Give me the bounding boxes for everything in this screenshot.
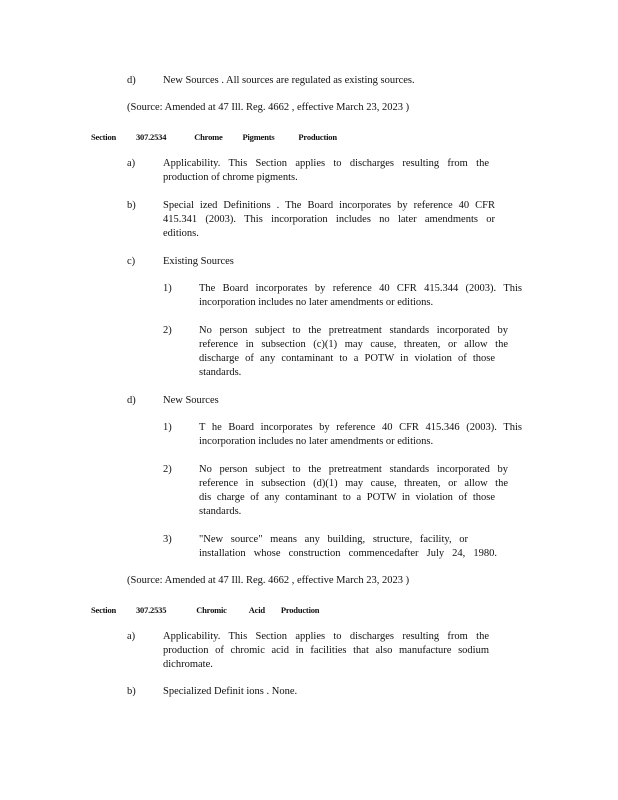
subitem-label-d1: 1) [163, 422, 172, 433]
subitem-label-d3: 3) [163, 534, 172, 545]
text-line: "New source" means any building, structure, facility, or [199, 534, 468, 545]
item-text-b-2535: Specialized Definit ions . None. [163, 686, 298, 697]
subitem-text-c1 [199, 282, 522, 310]
subitem-label-c1: 1) [163, 283, 172, 294]
section-heading-2534 [91, 130, 337, 144]
item-text-b [163, 199, 495, 241]
text-line: editions. [163, 228, 199, 239]
subitem-text-c2 [199, 324, 508, 380]
section-heading-2535 [91, 603, 319, 617]
section-title-part: Chrome [194, 132, 223, 142]
text-line: discharge of any contaminant to a POTW in violation of those [199, 353, 495, 364]
text-line: No person subject to the pretreatment standards incorporated by [199, 464, 508, 475]
text-line: 415.341 (2003). This incorporation includes no later amendments or [163, 214, 495, 225]
item-label-c: c) [127, 256, 136, 267]
item-label-a: a) [127, 158, 136, 169]
text-line: incorporation includes no later amendments or editions. [199, 297, 434, 308]
text-line: T he Board incorporates by reference 40 CFR 415.346 (2003). This [199, 422, 522, 433]
item-label-a-2535: a) [127, 631, 136, 642]
text-line: reference in subsection (d)(1) may cause, threaten, or allow the [199, 478, 508, 489]
source-note-1: (Source: Amended at 47 Ill. Reg. 4662 , effective March 23, 2023 ) [127, 102, 410, 113]
text-line: Applicability. This Section applies to discharges resulting from the [163, 631, 489, 642]
item-label-b: b) [127, 200, 136, 211]
text-line: reference in subsection (c)(1) may cause, threaten, or allow the [199, 339, 508, 350]
source-note-2: (Source: Amended at 47 Ill. Reg. 4662 , effective March 23, 2023 ) [127, 575, 410, 586]
text-line: No person subject to the pretreatment standards incorporated by [199, 325, 508, 336]
text-line: production of chrome pigments. [163, 172, 298, 183]
text-line: production of chromic acid in facilities that also manufacture sodium [163, 645, 489, 656]
item-text-d-top: New Sources . All sources are regulated as existing sources. [163, 75, 415, 86]
section-word: Section [91, 605, 117, 615]
text-line: dichromate. [163, 659, 213, 670]
section-title-part: Acid [248, 605, 265, 615]
subitem-label-d2: 2) [163, 464, 172, 475]
item-title-c: Existing Sources [163, 256, 234, 267]
item-label-d: d) [127, 395, 136, 406]
item-label-d-top: d) [127, 75, 136, 86]
section-number: 307.2534 [135, 132, 167, 142]
item-text-a-2535 [163, 630, 489, 672]
subitem-text-d3 [199, 533, 497, 561]
section-title-part: Pigments [242, 132, 275, 142]
subitem-label-c2: 2) [163, 325, 172, 336]
item-text-a [163, 157, 489, 185]
section-title-part: Production [280, 605, 320, 615]
subitem-text-d2 [199, 463, 508, 519]
section-word: Section [91, 132, 117, 142]
section-title-part: Chromic [196, 605, 227, 615]
text-line: Applicability. This Section applies to discharges resulting from the [163, 158, 489, 169]
text-line: dis charge of any contaminant to a POTW in violation of those [199, 492, 495, 503]
text-line: The Board incorporates by reference 40 CFR 415.344 (2003). This [199, 283, 522, 294]
subitem-text-d1 [199, 421, 522, 449]
text-line: Special ized Definitions . The Board incorporates by reference 40 CFR [163, 200, 495, 211]
text-line: standards. [199, 367, 242, 378]
text-line: standards. [199, 506, 242, 517]
section-title-part: Production [298, 132, 337, 142]
text-line: incorporation includes no later amendments or editions. [199, 436, 434, 447]
item-label-b-2535: b) [127, 686, 136, 697]
section-number: 307.2535 [135, 605, 167, 615]
item-title-d: New Sources [163, 395, 219, 406]
text-line: installation whose construction commencedafter July 24, 1980. [199, 548, 497, 559]
